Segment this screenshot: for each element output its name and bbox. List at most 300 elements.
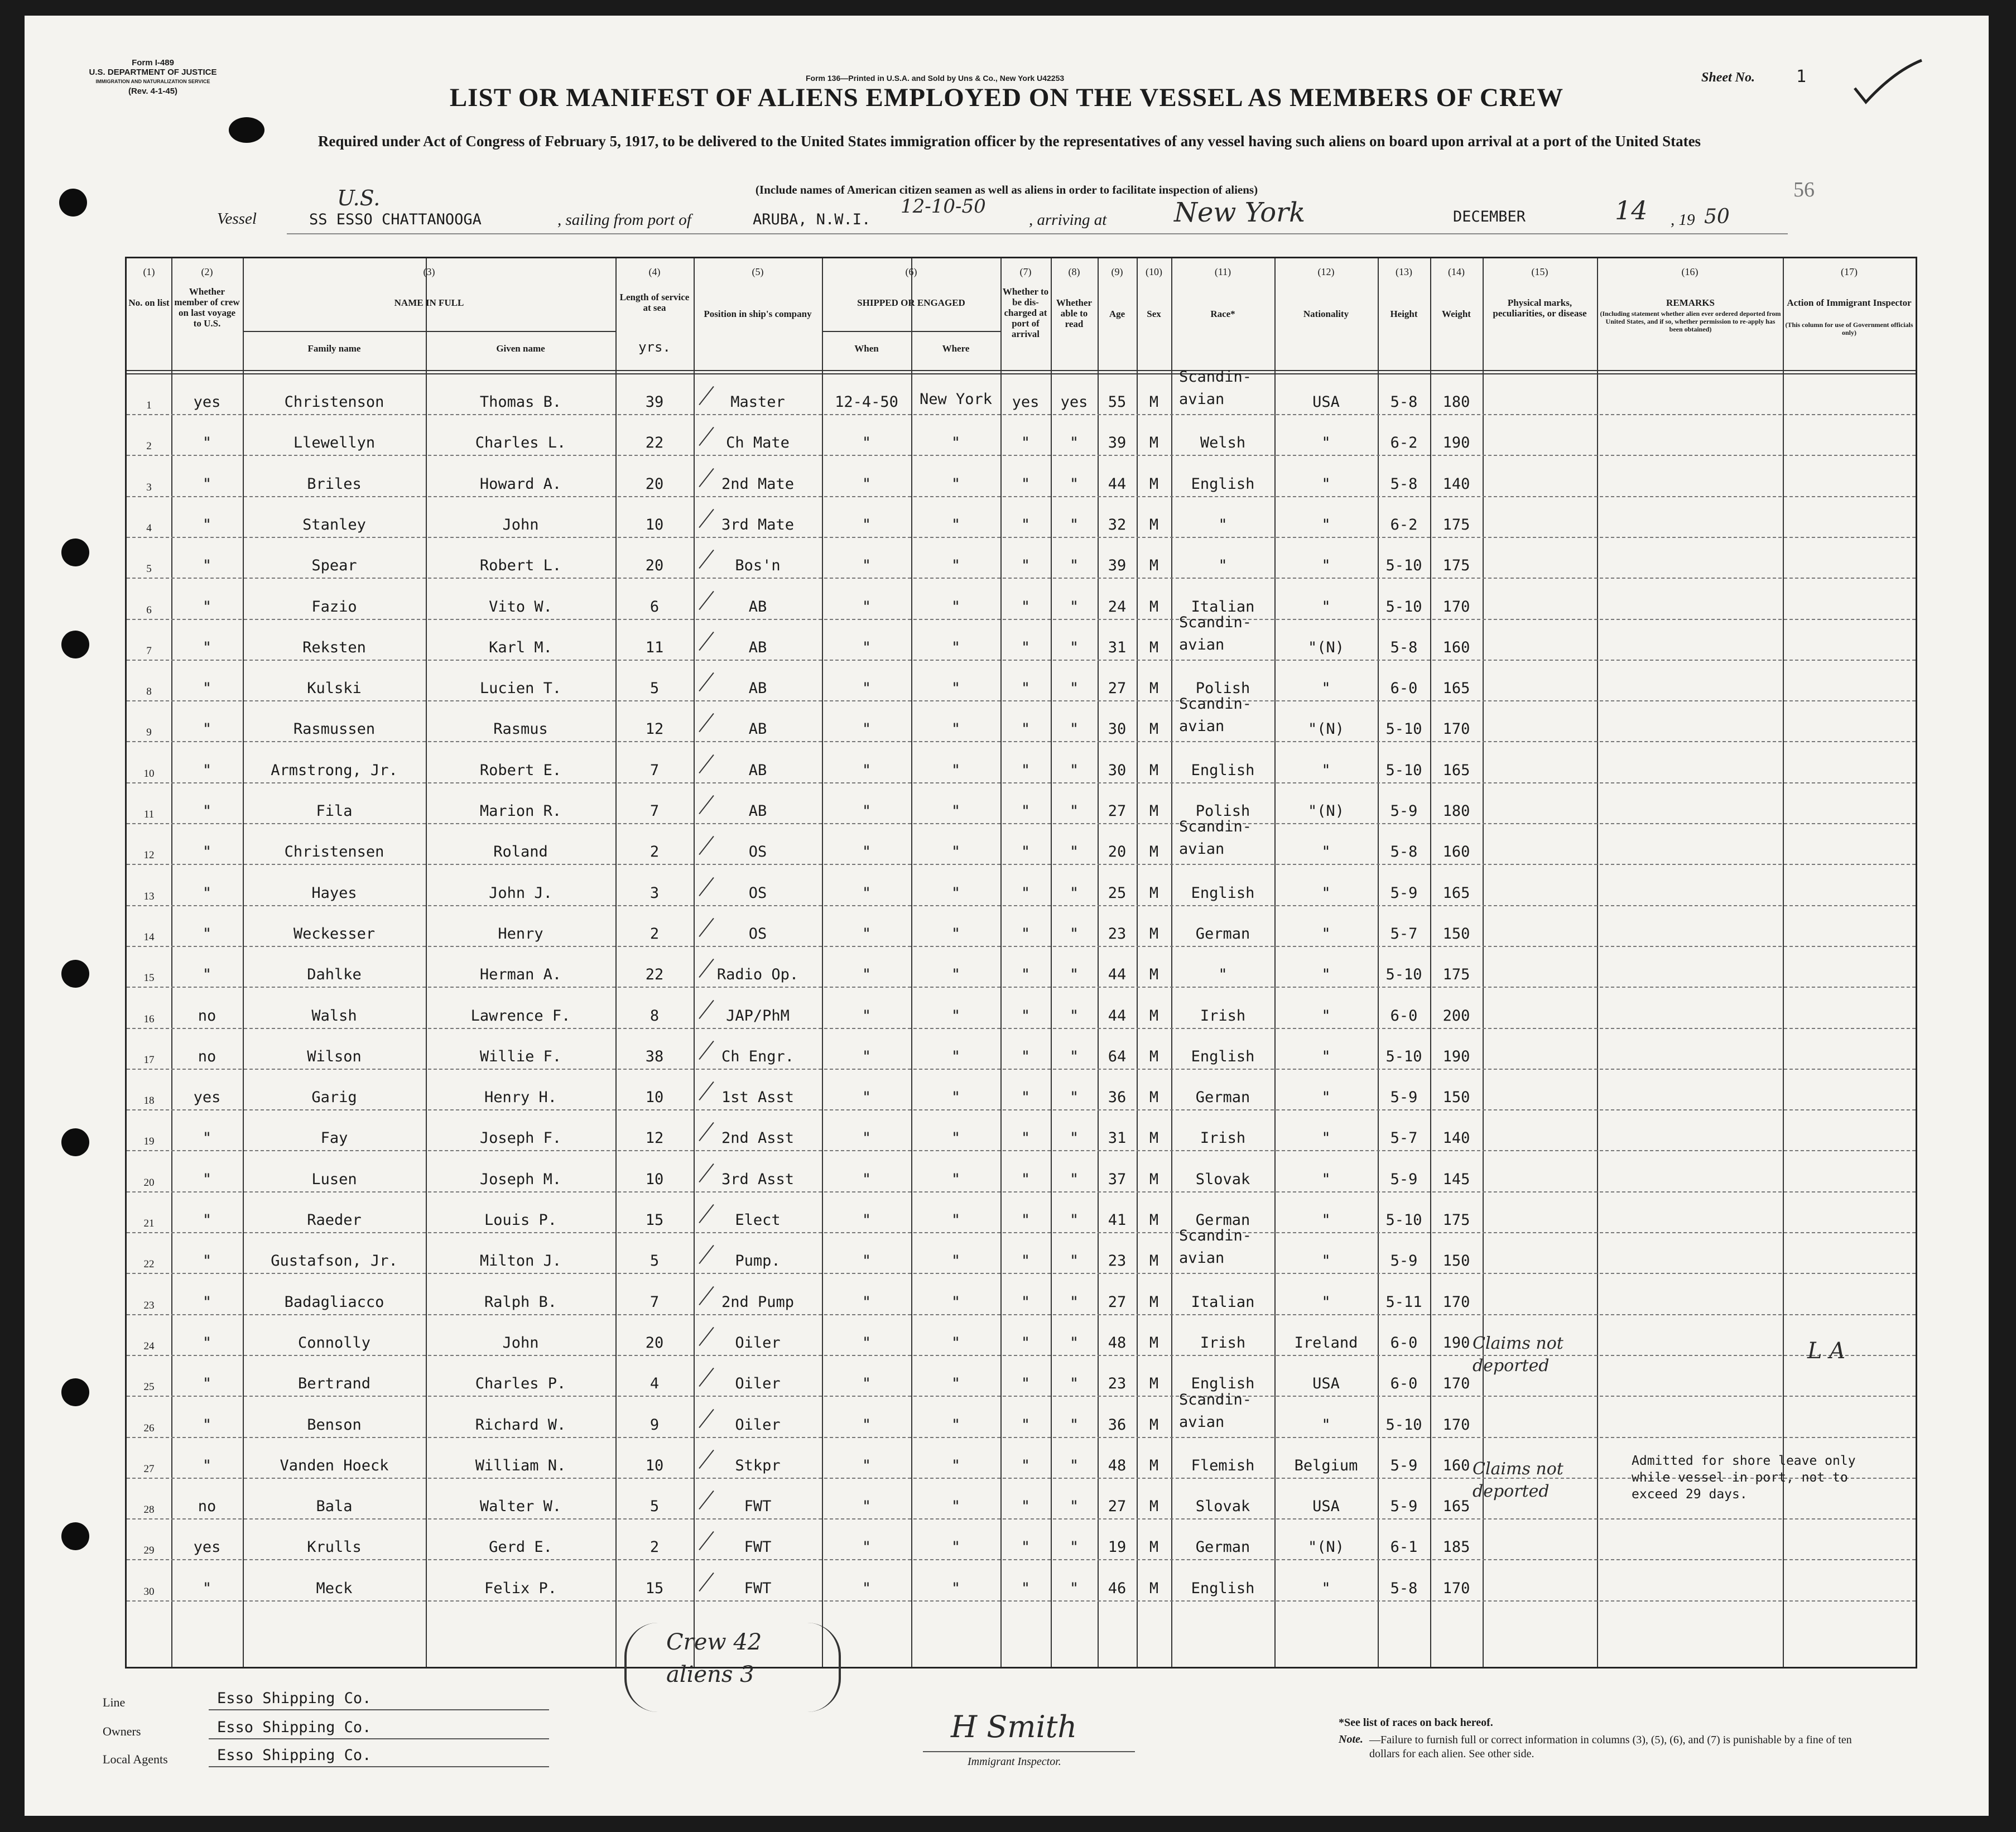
cell-no: 17 xyxy=(143,1054,155,1066)
cell-no: 3 xyxy=(146,481,152,493)
cell-service: 7 xyxy=(649,802,660,820)
cell-family: Spear xyxy=(311,557,357,575)
cell-no: 30 xyxy=(143,1585,155,1598)
punch-hole xyxy=(61,631,89,658)
cell-age: 24 xyxy=(1108,598,1127,616)
cell-disch: " xyxy=(1021,1579,1031,1597)
cell-sex: M xyxy=(1149,1170,1159,1188)
cell-race: German xyxy=(1195,1211,1250,1229)
cell-position: OS xyxy=(748,925,767,943)
cell-disch: " xyxy=(1021,598,1031,616)
cell-position: 2nd Mate xyxy=(721,475,795,493)
cell-weight: 165 xyxy=(1442,1498,1470,1516)
cell-race: German xyxy=(1195,925,1250,943)
cell-age: 20 xyxy=(1108,843,1127,861)
cell-last: " xyxy=(202,802,212,820)
cell-position: FWT xyxy=(744,1498,772,1516)
column-number: (2) xyxy=(201,266,213,277)
cell-when: " xyxy=(862,1089,872,1107)
cell-given: Ralph B. xyxy=(484,1293,557,1311)
cell-family: Briles xyxy=(307,475,362,493)
cell-position: Radio Op. xyxy=(716,966,799,984)
column-header-c10: Sex xyxy=(1147,309,1161,319)
cell-given: Lucien T. xyxy=(479,680,562,698)
cell-given: Milton J. xyxy=(479,1252,562,1270)
cell-no: 21 xyxy=(143,1218,155,1229)
cell-read: " xyxy=(1069,1211,1079,1229)
corner-number: 56 xyxy=(1793,178,1815,201)
cell-no: 9 xyxy=(146,727,152,739)
table-row xyxy=(127,1563,1916,1604)
cell-when: " xyxy=(862,1293,872,1311)
cell-age: 30 xyxy=(1108,720,1127,738)
cell-no: 16 xyxy=(143,1013,155,1025)
cell-last: " xyxy=(202,1293,212,1311)
cell-sex: M xyxy=(1149,1579,1159,1597)
cell-race: English xyxy=(1191,475,1255,493)
cell-given: Charles L. xyxy=(475,434,566,452)
cell-weight: 140 xyxy=(1442,475,1470,493)
cell-last: no xyxy=(198,1498,216,1516)
inspector-signature: H Smith xyxy=(951,1709,1077,1744)
sailing-label: , sailing from port of xyxy=(557,211,691,229)
cell-weight: 150 xyxy=(1442,1089,1470,1107)
cell-given: Roland xyxy=(493,843,548,861)
column-number: (7) xyxy=(1019,266,1032,277)
column-number: (11) xyxy=(1214,266,1231,277)
cell-service: 22 xyxy=(645,434,664,452)
cell-service: 10 xyxy=(645,1089,664,1107)
cell-family: Hayes xyxy=(311,884,357,902)
departure-date-handwritten: 12-10-50 xyxy=(901,195,986,218)
cell-given: Joseph M. xyxy=(479,1170,562,1188)
column-header-c17: Action of Immigrant Inspector xyxy=(1787,297,1912,308)
cell-disch: " xyxy=(1021,1334,1031,1352)
cell-disch: yes xyxy=(1012,393,1040,411)
cell-when: " xyxy=(862,475,872,493)
cell-position: JAP/PhM xyxy=(726,1007,790,1025)
owners-value: Esso Shipping Co. xyxy=(217,1719,372,1736)
table-row xyxy=(127,1072,1916,1113)
column-header-c6: SHIPPED OR ENGAGED xyxy=(857,297,965,308)
cell-race: Scandin- avian xyxy=(1179,1227,1252,1267)
cell-where: " xyxy=(951,1579,961,1597)
cell-last: " xyxy=(202,475,212,493)
cell-nat: " xyxy=(1321,434,1331,452)
punch-hole xyxy=(61,538,89,566)
cell-read: " xyxy=(1069,1089,1079,1107)
cell-nat: USA xyxy=(1312,1498,1340,1516)
cell-family: Lusen xyxy=(311,1170,357,1188)
cell-sex: M xyxy=(1149,1293,1159,1311)
cell-age: 36 xyxy=(1108,1416,1127,1434)
table-row xyxy=(127,1195,1916,1235)
cell-nat: " xyxy=(1321,598,1331,616)
cell-read: " xyxy=(1069,1538,1079,1556)
cell-last: " xyxy=(202,1456,212,1474)
table-row xyxy=(127,368,1916,417)
column-header-c1: No. on list xyxy=(128,297,170,308)
cell-nat: " xyxy=(1321,1293,1331,1311)
cell-no: 14 xyxy=(143,931,155,943)
cell-last: " xyxy=(202,1129,212,1147)
cell-no: 15 xyxy=(143,972,155,984)
column-header-c4: Length of service at sea xyxy=(619,292,690,313)
cell-when: " xyxy=(862,1129,872,1147)
cell-race: Italian xyxy=(1191,598,1255,616)
cell-service: 39 xyxy=(645,393,664,411)
cell-weight: 175 xyxy=(1442,966,1470,984)
cell-sex: M xyxy=(1149,1007,1159,1025)
cell-height: 5-8 xyxy=(1390,638,1418,656)
printer-line: Form 136—Printed in U.S.A. and Sold by Uns & Co., New York U42253 xyxy=(806,74,1065,83)
cell-race: Flemish xyxy=(1191,1456,1255,1474)
cell-height: 5-9 xyxy=(1390,884,1418,902)
cell-height: 5-9 xyxy=(1390,802,1418,820)
cell-no: 25 xyxy=(143,1381,155,1393)
column-number: (12) xyxy=(1317,266,1335,277)
cell-when: " xyxy=(862,1538,872,1556)
cell-race: Scandin- avian xyxy=(1179,695,1252,735)
arriving-label: , arriving at xyxy=(1029,211,1107,229)
cell-race: Scandin- avian xyxy=(1179,818,1252,858)
cell-read: " xyxy=(1069,1579,1079,1597)
table-row xyxy=(127,1154,1916,1195)
column-header-c17_note: (This column for use of Government officials only) xyxy=(1785,321,1913,336)
cell-weight: 180 xyxy=(1442,393,1470,411)
cell-when: " xyxy=(862,843,872,861)
cell-read: " xyxy=(1069,925,1079,943)
cell-family: Bala xyxy=(316,1498,353,1516)
cell-no: 6 xyxy=(146,604,152,616)
cell-last: yes xyxy=(193,393,221,411)
cell-when: " xyxy=(862,1170,872,1188)
cell-family: Fay xyxy=(320,1129,348,1147)
cell-nat: " xyxy=(1321,680,1331,698)
cell-when: " xyxy=(862,1047,872,1065)
column-number: (16) xyxy=(1681,266,1699,277)
cell-read: " xyxy=(1069,516,1079,533)
cell-family: Garig xyxy=(311,1089,357,1107)
cell-nat: " xyxy=(1321,557,1331,575)
cell-where: " xyxy=(951,925,961,943)
aliens-total: aliens 3 xyxy=(666,1662,754,1687)
cell-age: 23 xyxy=(1108,1375,1127,1393)
cell-where: " xyxy=(951,1252,961,1270)
cell-age: 55 xyxy=(1108,393,1127,411)
cell-nat: "(N) xyxy=(1307,802,1345,820)
cell-no: 26 xyxy=(143,1422,155,1434)
cell-last: " xyxy=(202,598,212,616)
cell-weight: 175 xyxy=(1442,1211,1470,1229)
cell-age: 23 xyxy=(1108,925,1127,943)
cell-weight: 175 xyxy=(1442,557,1470,575)
cell-weight: 185 xyxy=(1442,1538,1470,1556)
cell-sex: M xyxy=(1149,1129,1159,1147)
cell-no: 23 xyxy=(143,1299,155,1311)
cell-service: 20 xyxy=(645,475,664,493)
cell-race: Irish xyxy=(1200,1007,1246,1025)
cell-last: " xyxy=(202,680,212,698)
cell-read: " xyxy=(1069,1334,1079,1352)
cell-last: " xyxy=(202,434,212,452)
cell-when: " xyxy=(862,1334,872,1352)
cell-sex: M xyxy=(1149,1252,1159,1270)
cell-height: 5-10 xyxy=(1385,598,1422,616)
cell-position: Elect xyxy=(735,1211,781,1229)
cell-given: Joseph F. xyxy=(479,1129,562,1147)
cell-age: 31 xyxy=(1108,638,1127,656)
column-number: (17) xyxy=(1841,266,1858,277)
column-number: (9) xyxy=(1111,266,1123,277)
cell-disch: " xyxy=(1021,1293,1031,1311)
cell-given: Thomas B. xyxy=(479,393,562,411)
cell-disch: " xyxy=(1021,475,1031,493)
inspector-label: Immigrant Inspector. xyxy=(968,1756,1061,1768)
cell-no: 19 xyxy=(143,1136,155,1148)
cell-height: 5-9 xyxy=(1390,1170,1418,1188)
cell-height: 5-7 xyxy=(1390,925,1418,943)
column-header-c2: Whether member of crew on last voyage to U.S. xyxy=(174,286,240,329)
cell-age: 44 xyxy=(1108,475,1127,493)
cell-disch: " xyxy=(1021,925,1031,943)
cell-given: Karl M. xyxy=(489,638,552,656)
cell-height: 5-8 xyxy=(1390,1579,1418,1597)
column-header-c15: Physical marks, peculiarities, or disease xyxy=(1493,297,1587,319)
cell-race: Slovak xyxy=(1195,1498,1250,1516)
cell-no: 8 xyxy=(146,686,152,698)
table-row xyxy=(127,459,1916,499)
cell-nat: " xyxy=(1321,516,1331,533)
cell-where: " xyxy=(951,1170,961,1188)
cell-disch: " xyxy=(1021,1170,1031,1188)
cell-race: " xyxy=(1218,516,1228,533)
table-row xyxy=(127,818,1916,867)
column-header-c9: Age xyxy=(1109,309,1125,319)
cell-weight: 175 xyxy=(1442,516,1470,533)
cell-race: Polish xyxy=(1195,802,1250,820)
cell-height: 5-8 xyxy=(1390,475,1418,493)
cell-weight: 170 xyxy=(1442,720,1470,738)
cell-height: 6-2 xyxy=(1390,434,1418,452)
cell-no: 20 xyxy=(143,1176,155,1189)
cell-read: " xyxy=(1069,720,1079,738)
cell-disch: " xyxy=(1021,1538,1031,1556)
cell-when: " xyxy=(862,638,872,656)
cell-family: Christenson xyxy=(284,393,384,411)
cell-family: Walsh xyxy=(311,1007,357,1025)
agents-label: Local Agents xyxy=(103,1752,168,1766)
column-header-c6a: When xyxy=(854,343,879,354)
arrival-month: DECEMBER xyxy=(1453,208,1526,225)
cell-position: AB xyxy=(748,598,767,616)
line-label: Line xyxy=(103,1695,126,1709)
cell-weight: 170 xyxy=(1442,1416,1470,1434)
cell-no: 11 xyxy=(143,809,155,820)
column-number: (8) xyxy=(1068,266,1080,277)
cell-weight: 190 xyxy=(1442,1047,1470,1065)
cell-where: " xyxy=(951,680,961,698)
cell-sex: M xyxy=(1149,557,1159,575)
table-row xyxy=(127,1227,1916,1276)
cell-given: Walter W. xyxy=(479,1498,562,1516)
cell-nat: "(N) xyxy=(1307,1538,1345,1556)
cell-weight: 150 xyxy=(1442,925,1470,943)
cell-age: 27 xyxy=(1108,802,1127,820)
cell-service: 20 xyxy=(645,557,664,575)
cell-age: 23 xyxy=(1108,1252,1127,1270)
cell-last: " xyxy=(202,557,212,575)
punch-hole xyxy=(59,189,87,217)
cell-weight: 170 xyxy=(1442,1375,1470,1393)
cell-where: " xyxy=(951,1129,961,1147)
cell-service: 5 xyxy=(649,1498,660,1516)
cell-last: yes xyxy=(193,1089,221,1107)
cell-nat: " xyxy=(1321,1170,1331,1188)
cell-given: John xyxy=(502,516,539,533)
column-number: (15) xyxy=(1531,266,1548,277)
column-header-c3a: Family name xyxy=(307,343,361,354)
cell-where: " xyxy=(951,557,961,575)
cell-where: " xyxy=(951,1416,961,1434)
cell-no: 4 xyxy=(146,522,152,534)
cell-age: 39 xyxy=(1108,434,1127,452)
table-row xyxy=(127,663,1916,704)
table-row xyxy=(127,1317,1916,1358)
cell-position: 2nd Asst xyxy=(721,1129,795,1147)
cell-race: Scandin- avian xyxy=(1179,1391,1252,1431)
cell-weight: 165 xyxy=(1442,680,1470,698)
cell-sex: M xyxy=(1149,516,1159,533)
department: U.S. DEPARTMENT OF JUSTICE xyxy=(89,68,217,77)
cell-age: 41 xyxy=(1108,1211,1127,1229)
cell-read: " xyxy=(1069,884,1079,902)
cell-family: Vanden Hoeck xyxy=(280,1456,389,1474)
cell-last: yes xyxy=(193,1538,221,1556)
cell-position: 3rd Asst xyxy=(721,1170,795,1188)
cell-race: Polish xyxy=(1195,680,1250,698)
cell-age: 36 xyxy=(1108,1089,1127,1107)
cell-family: Fazio xyxy=(311,598,357,616)
cell-nat: " xyxy=(1321,884,1331,902)
cell-age: 32 xyxy=(1108,516,1127,533)
cell-height: 5-10 xyxy=(1385,1047,1422,1065)
cell-service: 5 xyxy=(649,680,660,698)
cell-sex: M xyxy=(1149,720,1159,738)
cell-where: " xyxy=(951,1089,961,1107)
cell-sex: M xyxy=(1149,1047,1159,1065)
cell-disch: " xyxy=(1021,1375,1031,1393)
cell-position: Master xyxy=(730,393,785,411)
table-row xyxy=(127,908,1916,949)
cell-disch: " xyxy=(1021,802,1031,820)
cell-race: " xyxy=(1218,557,1228,575)
cell-when: " xyxy=(862,1211,872,1229)
cell-given: Vito W. xyxy=(489,598,552,616)
note-label: Note. xyxy=(1339,1733,1363,1746)
cell-given: Robert L. xyxy=(479,557,562,575)
cell-position: Oiler xyxy=(735,1375,781,1393)
cell-service: 10 xyxy=(645,1170,664,1188)
cell-disch: " xyxy=(1021,884,1031,902)
cell-given: John J. xyxy=(489,884,552,902)
cell-sex: M xyxy=(1149,1498,1159,1516)
sheet-label: Sheet No. xyxy=(1701,70,1755,85)
column-number: (13) xyxy=(1396,266,1412,277)
cell-age: 31 xyxy=(1108,1129,1127,1147)
cell-age: 30 xyxy=(1108,761,1127,779)
cell-read: " xyxy=(1069,1416,1079,1434)
cell-nat: " xyxy=(1321,843,1331,861)
cell-given: John xyxy=(502,1334,539,1352)
cell-disch: " xyxy=(1021,1416,1031,1434)
cell-read: " xyxy=(1069,1252,1079,1270)
cell-position: FWT xyxy=(744,1579,772,1597)
cell-where: " xyxy=(951,720,961,738)
cell-service: 2 xyxy=(649,925,660,943)
cell-where: " xyxy=(951,1211,961,1229)
cell-when: " xyxy=(862,1375,872,1393)
arrival-year-handwritten: 50 xyxy=(1704,205,1730,228)
cell-when: " xyxy=(862,884,872,902)
cell-no: 18 xyxy=(143,1095,155,1107)
cell-height: 6-0 xyxy=(1390,680,1418,698)
cell-position: 3rd Mate xyxy=(721,516,795,533)
cell-read: " xyxy=(1069,680,1079,698)
cell-height: 5-9 xyxy=(1390,1456,1418,1474)
cell-disch: " xyxy=(1021,1007,1031,1025)
cell-where: " xyxy=(951,1456,961,1474)
cell-height: 5-10 xyxy=(1385,720,1422,738)
cell-service: 15 xyxy=(645,1211,664,1229)
cell-race: English xyxy=(1191,1579,1255,1597)
cell-given: Lawrence F. xyxy=(470,1007,571,1025)
cell-when: " xyxy=(862,1416,872,1434)
cell-age: 64 xyxy=(1108,1047,1127,1065)
cell-family: Dahlke xyxy=(307,966,362,984)
cell-race: German xyxy=(1195,1089,1250,1107)
cell-read: " xyxy=(1069,434,1079,452)
cell-last: " xyxy=(202,1579,212,1597)
cell-weight: 160 xyxy=(1442,638,1470,656)
table-row xyxy=(127,695,1916,744)
cell-sex: M xyxy=(1149,393,1159,411)
cell-position: AB xyxy=(748,802,767,820)
cell-where: " xyxy=(951,1538,961,1556)
cell-when: " xyxy=(862,557,872,575)
inspector-initials-row-24: L A xyxy=(1807,1338,1846,1364)
cell-race: Slovak xyxy=(1195,1170,1250,1188)
cell-where: " xyxy=(951,598,961,616)
cell-when: 12-4-50 xyxy=(835,393,898,411)
cell-family: Gustafson, Jr. xyxy=(271,1252,398,1270)
cell-height: 6-1 xyxy=(1390,1538,1418,1556)
races-note: *See list of races on back hereof. xyxy=(1339,1716,1493,1729)
form-id: Form I-489 xyxy=(132,58,174,68)
vessel-label: Vessel xyxy=(217,210,257,228)
cell-sex: M xyxy=(1149,598,1159,616)
cell-weight: 190 xyxy=(1442,434,1470,452)
cell-where: New York xyxy=(919,391,993,408)
cell-position: Oiler xyxy=(735,1416,781,1434)
cell-weight: 160 xyxy=(1442,843,1470,861)
cell-given: Marion R. xyxy=(479,802,562,820)
cell-height: 5-10 xyxy=(1385,761,1422,779)
column-header-c11: Race* xyxy=(1210,309,1235,319)
cell-given: Charles P. xyxy=(475,1375,566,1393)
cell-last: " xyxy=(202,1375,212,1393)
table-row xyxy=(127,581,1916,622)
